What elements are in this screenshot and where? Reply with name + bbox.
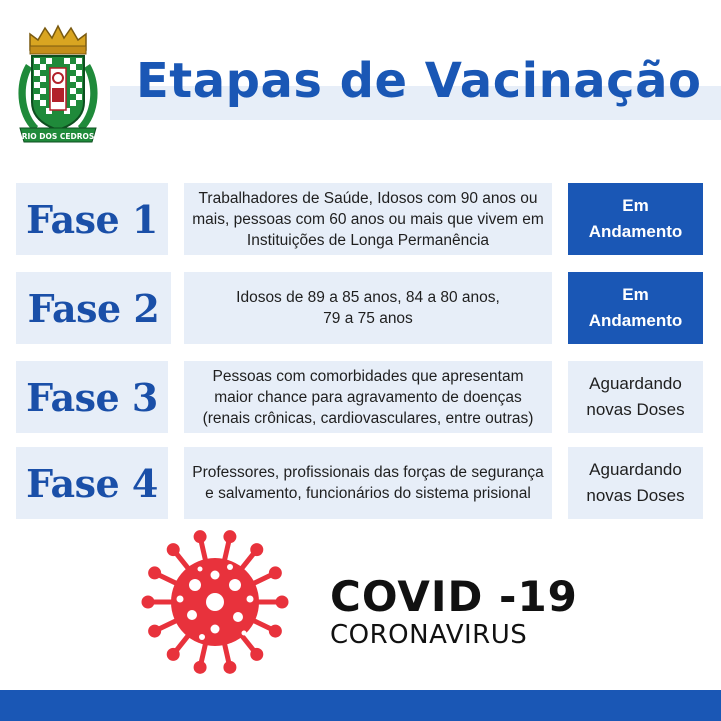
virus-spike-tip <box>194 531 206 543</box>
virus-spike-tip <box>142 596 154 608</box>
phase-1-status-line-2: Andamento <box>588 222 683 241</box>
virus-spike-tip <box>276 596 288 608</box>
phase-4-status-line-1: Aguardando <box>589 460 682 479</box>
phase-3-status-badge <box>568 361 703 433</box>
coronavirus-subtitle: CORONAVIRUS <box>330 620 528 650</box>
phase-4-desc-line-2: e salvamento, funcionários do sistema prisional <box>205 485 531 502</box>
phase-3-description <box>184 361 552 433</box>
phase-2-status-line-2: Andamento <box>588 311 683 330</box>
phase-3-desc-line-1: Pessoas com comorbidades que apresentam <box>212 367 524 385</box>
phase-4-status-line-2: novas Doses <box>586 486 685 505</box>
phase-3-desc-line-3: (renais crônicas, cardiovasculares, entre outras) <box>202 409 534 427</box>
phase-4-desc-line-1: Professores, profissionais das forças de segurança <box>192 464 544 481</box>
phase-3-label: Fase 3 <box>16 361 168 433</box>
virus-spike-tip <box>224 661 236 673</box>
phase-3-desc-line-2: maior chance para agravamento de doenças <box>214 388 522 406</box>
phase-2-desc-line-1: Idosos de 89 a 85 anos, 84 a 80 anos, <box>236 289 500 306</box>
bottom-accent-bar <box>0 690 721 721</box>
phase-4-status-badge <box>568 447 703 519</box>
virus-spike-tip <box>269 567 281 579</box>
phase-3-status-line-2: novas Doses <box>586 400 685 419</box>
phase-1-desc-line-2: mais, pessoas com 60 anos ou mais que vivem em <box>192 210 544 228</box>
phase-3-status-line-1: Aguardando <box>589 374 682 393</box>
virus-spike-tip <box>149 567 161 579</box>
phase-4-label: Fase 4 <box>16 447 168 519</box>
virus-spike-tip <box>194 661 206 673</box>
phase-2-status-badge <box>568 272 703 344</box>
virus-spike-tip <box>224 531 236 543</box>
phase-1-status-line-1: Em <box>622 196 649 215</box>
phase-1-desc-line-1: Trabalhadores de Saúde, Idosos com 90 anos ou <box>198 189 538 207</box>
phase-2-desc-line-2: 79 a 75 anos <box>323 310 413 327</box>
virus-spike-tip <box>251 648 263 660</box>
phase-1-label: Fase 1 <box>16 183 168 255</box>
coronavirus-icon <box>140 527 290 677</box>
virus-spike-tip <box>149 625 161 637</box>
phase-2-status-line-1: Em <box>622 285 649 304</box>
virus-spike-tip <box>167 648 179 660</box>
phase-2-label: Fase 2 <box>16 272 171 344</box>
page-title: Etapas de Vacinação <box>136 53 702 109</box>
phase-1-description <box>184 183 552 255</box>
phase-4-description <box>184 447 552 519</box>
phase-1-desc-line-3: Instituições de Longa Permanência <box>246 231 490 249</box>
crest-ribbon-text: RIO DOS CEDROS <box>21 132 95 141</box>
phase-1-status-badge <box>568 183 703 255</box>
phase-2-description <box>184 272 552 344</box>
virus-spike-tip <box>251 544 263 556</box>
virus-spike-tip <box>269 625 281 637</box>
virus-spike-tip <box>167 544 179 556</box>
municipal-crest-logo <box>12 24 104 148</box>
covid-title: COVID -19 <box>330 572 578 621</box>
